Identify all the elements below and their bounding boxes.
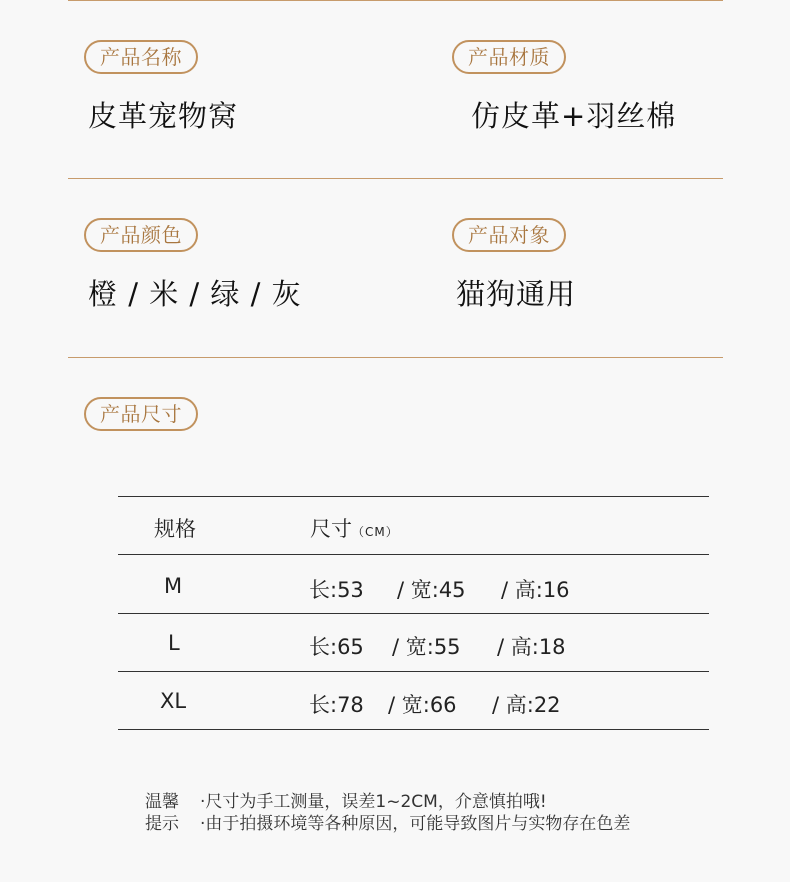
header-spec: 规格	[154, 517, 196, 541]
header-size-text: 尺寸	[310, 517, 352, 541]
header-size	[310, 513, 399, 543]
table-top-line	[118, 496, 709, 497]
header-size-unit: （CM）	[352, 525, 399, 539]
top-divider	[68, 0, 723, 1]
product-name-label: 产品名称	[84, 40, 198, 74]
note-label-1: 温馨	[145, 792, 179, 812]
product-color-value: 橙 / 米 / 绿 / 灰	[88, 277, 302, 311]
row-length: 长:53	[309, 578, 364, 602]
row-height: / 高:22	[492, 693, 561, 717]
section-divider-1	[68, 178, 723, 179]
table-row-line-2	[118, 613, 709, 614]
row-height: / 高:18	[497, 635, 566, 659]
row-spec: M	[164, 574, 183, 598]
table-row-line-3	[118, 671, 709, 672]
section-divider-2	[68, 357, 723, 358]
row-width: / 宽:55	[392, 635, 461, 659]
row-length: 长:78	[309, 693, 364, 717]
note-label-2: 提示	[145, 814, 179, 834]
product-material-label: 产品材质	[452, 40, 566, 74]
product-material-value: 仿皮革+羽丝棉	[471, 99, 677, 133]
row-width: / 宽:45	[397, 578, 466, 602]
product-size-label: 产品尺寸	[84, 397, 198, 431]
product-name-value: 皮革宠物窝	[88, 99, 239, 133]
row-width: / 宽:66	[388, 693, 457, 717]
row-length: 长:65	[309, 635, 364, 659]
product-target-value: 猫狗通用	[456, 277, 577, 311]
note-text-2: ·由于拍摄环境等各种原因，可能导致图片与实物存在色差	[200, 814, 631, 834]
row-spec: XL	[160, 689, 187, 713]
table-bottom-line	[118, 729, 709, 730]
row-height: / 高:16	[501, 578, 570, 602]
table-row-line-1	[118, 554, 709, 555]
row-spec: L	[168, 631, 180, 655]
product-target-label: 产品对象	[452, 218, 566, 252]
product-color-label: 产品颜色	[84, 218, 198, 252]
note-text-1: ·尺寸为手工测量，误差1~2CM，介意慎拍哦!	[200, 792, 547, 812]
